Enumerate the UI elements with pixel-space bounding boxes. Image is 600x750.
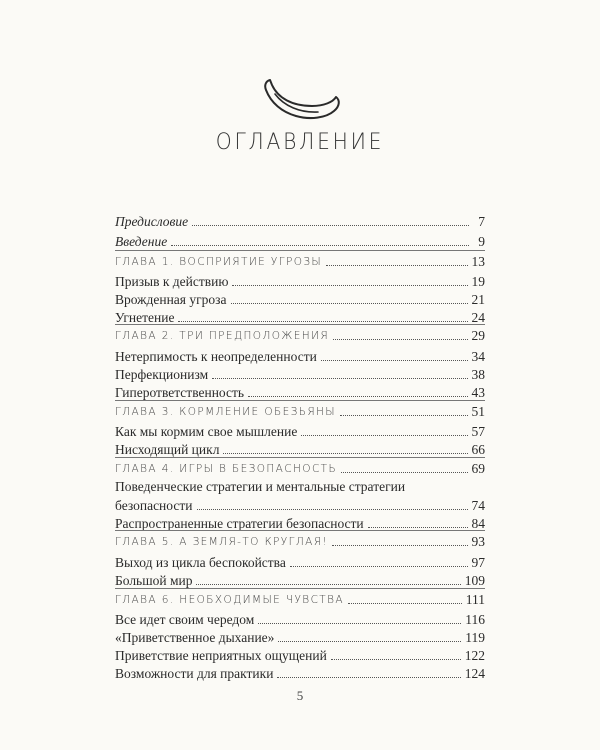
entry-page: 74 (471, 498, 485, 513)
entry-page: 24 (471, 310, 485, 325)
entry-page: 124 (464, 666, 485, 681)
chapter-page: 29 (471, 328, 485, 343)
leader-dots (326, 265, 467, 266)
entry-title: Как мы кормим свое мышление (115, 424, 298, 439)
toc-chapter-6[interactable] (115, 586, 485, 608)
chapter-page: 93 (471, 534, 485, 549)
leader-dots (196, 584, 460, 585)
entry-title: Гиперответственность (115, 385, 245, 400)
entry-title: Распространенные стратегии безопасности (115, 516, 364, 531)
entry-title: Введение (115, 234, 168, 249)
entry-page: 7 (478, 214, 485, 229)
entry-page: 84 (471, 516, 485, 531)
entry-page: 66 (471, 442, 485, 457)
entry-page: 122 (464, 648, 485, 663)
entry-page: 119 (465, 630, 485, 645)
page-title: ОГЛАВЛЕНИЕ (215, 130, 385, 155)
toc-chapter-2[interactable] (115, 322, 485, 344)
entry-page: 97 (471, 555, 485, 570)
chapter-title: ГЛАВА 4. ИГРЫ В БЕЗОПАСНОСТЬ (115, 463, 338, 475)
toc-entry[interactable] (115, 660, 485, 682)
entry-page: 109 (464, 573, 485, 588)
leader-dots (340, 415, 468, 416)
toc-chapter-1[interactable] (115, 248, 485, 270)
entry-title-line: Поведенческие стратегии и ментальные стратегии (115, 479, 406, 494)
chapter-title: ГЛАВА 2. ТРИ ПРЕДПОЛОЖЕНИЯ (115, 330, 330, 342)
leader-dots (341, 472, 467, 473)
entry-title: Врожденная угроза (115, 292, 227, 307)
toc-chapter-5[interactable] (115, 528, 485, 550)
chapter-title: ГЛАВА 3. КОРМЛЕНИЕ ОБЕЗЬЯНЫ (115, 406, 336, 418)
entry-title: Возможности для практики (115, 666, 274, 681)
leader-dots (277, 677, 460, 678)
entry-title: Угнетение (115, 310, 175, 325)
banana-icon (262, 76, 342, 122)
chapter-page: 69 (471, 461, 485, 476)
entry-page: 9 (478, 234, 485, 249)
chapter-title: ГЛАВА 5. А ЗЕМЛЯ-ТО КРУГЛАЯ! (115, 536, 329, 548)
leader-dots (223, 453, 467, 454)
entry-title: Предисловие (115, 214, 189, 229)
chapter-title: ГЛАВА 1. ВОСПРИЯТИЕ УГРОЗЫ (115, 256, 323, 268)
leader-dots (348, 603, 462, 604)
entry-page: 19 (471, 274, 485, 289)
entry-title: Приветствие неприятных ощущений (115, 648, 327, 663)
leader-dots (332, 545, 467, 546)
leader-dots (192, 225, 469, 226)
chapter-page: 111 (465, 592, 485, 607)
entry-title: Выход из цикла беспокойства (115, 555, 286, 570)
entry-title: Большой мир (115, 573, 193, 588)
toc-entry-introduction[interactable] (115, 228, 485, 250)
entry-page: 21 (471, 292, 485, 307)
chapter-page: 51 (471, 404, 485, 419)
entry-page: 43 (471, 385, 485, 400)
toc-chapter-4[interactable] (115, 455, 485, 477)
chapter-title: ГЛАВА 6. НЕОБХОДИМЫЕ ЧУВСТВА (115, 594, 344, 606)
entry-title: «Приветственное дыхание» (115, 630, 275, 645)
entry-title: Перфекционизм (115, 367, 209, 382)
entry-title: Призыв к действию (115, 274, 229, 289)
entry-title: Нисходящий цикл (115, 442, 220, 457)
entry-title: Все идет своим чередом (115, 612, 255, 627)
toc-chapter-3[interactable] (115, 398, 485, 420)
entry-page: 57 (471, 424, 485, 439)
toc-entry-preface[interactable] (115, 208, 485, 230)
leader-dots (333, 339, 467, 340)
leader-dots (171, 245, 469, 246)
page-number: 5 (296, 688, 304, 703)
entry-page: 116 (465, 612, 485, 627)
entry-page: 38 (471, 367, 485, 382)
chapter-page: 13 (471, 254, 485, 269)
entry-page: 34 (471, 349, 485, 364)
leader-dots (248, 396, 467, 397)
entry-title: Нетерпимость к неопределенности (115, 349, 317, 364)
entry-title: безопасности (115, 498, 193, 513)
